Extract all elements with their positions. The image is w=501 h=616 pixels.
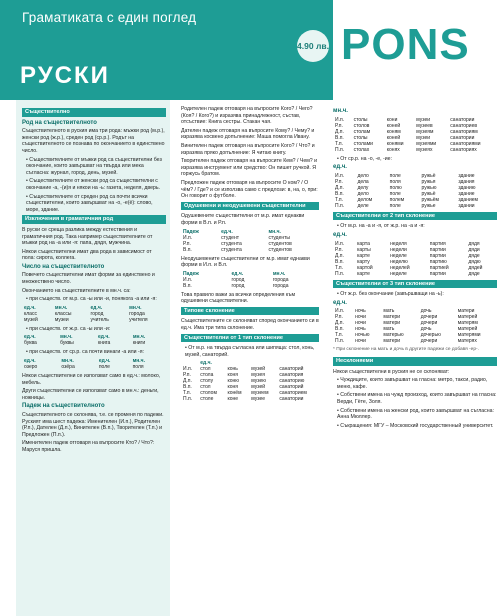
table-cell: ружьё — [421, 190, 436, 197]
bullet-item: • при съществ. от ср.р. са почти винаги -а или -я: — [26, 349, 144, 356]
declension-table — [181, 360, 319, 402]
table-cell: Т.п. — [335, 196, 343, 203]
table-cell: здание — [458, 190, 475, 197]
table-cell: Р.п. — [335, 178, 343, 185]
column-2 — [175, 100, 323, 616]
table-cell: делом — [357, 196, 373, 203]
table-cell: В.п. — [183, 246, 192, 253]
table-header: мн.ч. — [272, 270, 286, 277]
section-bar: Съществителни от 2 тип склонение — [333, 212, 497, 221]
page-title: РУСКИ — [20, 62, 110, 89]
table-cell: музей — [251, 384, 266, 391]
table-cell: неделя — [390, 240, 407, 247]
section-bar: Съществително — [22, 108, 166, 117]
bullet-item: • Съкращения: МГУ – Московский государственный университет. — [337, 422, 494, 429]
section-bar: Типове склонение — [181, 307, 319, 316]
plural-table — [22, 358, 166, 370]
table-cell: партии — [429, 252, 446, 259]
table-cell: музее — [251, 396, 266, 403]
table-cell: конь — [227, 366, 238, 373]
declension-table — [333, 241, 497, 277]
table-cell: В.п. — [335, 258, 344, 265]
table-cell: П.п. — [335, 270, 345, 277]
table-cell: класс — [24, 310, 37, 317]
table-cell: поля — [389, 178, 401, 185]
table-cell: полем — [389, 196, 405, 203]
table-cell: И.п. — [183, 276, 193, 283]
table-cell: ночью — [355, 332, 370, 339]
table-cell: музеев — [416, 122, 433, 129]
table-cell: студенты — [268, 234, 290, 241]
table-row — [181, 247, 319, 253]
table-cell: И.п. — [335, 172, 345, 179]
table-header: мн.ч. — [60, 334, 73, 341]
table-cell: Т.п. — [335, 332, 343, 339]
table-cell: матери — [383, 314, 401, 321]
table-header: ед.ч. — [98, 358, 111, 365]
table-cell: И.п. — [335, 240, 345, 247]
table-cell: дело — [357, 190, 369, 197]
paragraph: Съществителните се склоняват според окончанието си в ед.ч. Има три типа склонение. — [181, 318, 319, 332]
table-cell: коне — [227, 396, 239, 403]
table-cell: коня — [227, 372, 238, 379]
table-row — [22, 340, 166, 346]
bullet-item: • От м.р. на -а и -я, от ж.р. на -а и -я: — [337, 223, 425, 230]
table-cell: П.п. — [335, 202, 345, 209]
paragraph: Някои съществителни се използват само в ед.ч.: молоко, мебель. — [22, 373, 161, 386]
table-cell: стол — [200, 366, 211, 373]
table-cell: ружью — [421, 184, 437, 191]
table-cell: студентов — [268, 246, 292, 253]
table-cell: полю — [389, 184, 402, 191]
table-cell: Д.п. — [335, 128, 344, 135]
table-cell: Д.п. — [183, 378, 192, 385]
table-cell: ночи — [355, 320, 366, 327]
brand-logo: PONS — [341, 20, 470, 69]
table-cell: партии — [429, 270, 446, 277]
paragraph: Това правило важи за всички определения към одушевени съществителни. — [181, 291, 296, 305]
table-cell: поле — [98, 364, 110, 371]
table-cell: деле — [357, 202, 369, 209]
header-title: Граматиката с един поглед — [22, 10, 197, 25]
section-bar: Одушевени и неодушевени съществителни — [181, 202, 319, 211]
footnote: * При склонение на мать и дочь в другите падежи се добавя -ер-. — [333, 347, 479, 353]
plural-table — [22, 305, 166, 323]
table-cell: коням — [386, 128, 401, 135]
table-cell: книга — [98, 340, 111, 347]
subsection-heading: Род на съществителното — [22, 119, 97, 126]
table-cell: матерями — [457, 332, 481, 339]
paragraph: В руски се среща разлика между естествения и граматичния род. Така например съществителните от мъжки род на -а или -я: папа, дядя, мужчина. — [22, 226, 153, 247]
bullet-item: • От ж.р. без окончание (завършващи на -ь): — [337, 291, 444, 298]
paragraph: Някои съществителни в руския не се склоняват: — [333, 368, 450, 375]
table-cell: буква — [24, 340, 37, 347]
table-cell: мать — [383, 308, 395, 315]
table-cell: Р.п. — [335, 314, 343, 321]
table-cell: поля — [132, 364, 144, 371]
section-bar: Съществителни от 3 тип склонение — [333, 280, 497, 289]
bullet-item: • От м.р. на твърда съгласна или шипяща: стол, конь, музей, санаторий. — [185, 345, 315, 358]
table-cell: дядя — [468, 240, 480, 247]
table-cell: П.п. — [183, 396, 193, 403]
table-cell: дяде — [468, 252, 480, 259]
table-cell: матерей — [457, 314, 478, 321]
table-cell: студента — [221, 246, 242, 253]
table-cell: коню — [227, 378, 240, 385]
table-cell: санатории — [279, 396, 304, 403]
table-header: Падеж — [183, 270, 199, 277]
table-cell: карта — [357, 240, 370, 247]
table-cell: дочь — [420, 326, 432, 333]
table-cell: дяде — [468, 270, 480, 277]
table-header: Падеж — [183, 228, 199, 235]
table-cell: дядей — [468, 264, 483, 271]
paragraph: Съществителното в руския има три рода: мъжки род (м.р.), женски род (ж.р.), среден род (ср.р.). Родът на съществителното се познава по окончанието в единствено число. — [22, 128, 165, 154]
table-label: мн.ч. — [333, 108, 348, 114]
paragraph: Неодушевените съществителни от м.р. имат еднакви форми в И.п. и В.п. — [181, 255, 310, 269]
table-cell: озеро — [24, 364, 38, 371]
table-row — [22, 364, 166, 370]
table-header: ед.ч. — [221, 228, 233, 235]
table-header: мн.ч. — [132, 358, 145, 365]
table-cell: музею — [251, 378, 267, 385]
table-cell: ружья — [421, 178, 436, 185]
table-cell: И.п. — [335, 308, 345, 315]
table-cell: В.п. — [183, 282, 192, 289]
table-label: ед.ч. — [333, 299, 347, 306]
table-header: мн.ч. — [129, 304, 142, 311]
table-cell: коней — [386, 134, 401, 141]
table-cell: коня — [227, 384, 238, 391]
table-cell: стол — [200, 384, 211, 391]
table-cell: матерей — [457, 326, 478, 333]
case-table — [181, 229, 319, 253]
table-cell: партия — [429, 240, 446, 247]
table-cell: здания — [458, 178, 475, 185]
paragraph: Родителен падеж отговаря на въпросите Кого? / Чего? (Коя? / Кого?) и изразява принадлежност, състав, отсъствие: Книга сестры. Стакан чая. — [181, 106, 313, 126]
table-cell: музеям — [416, 128, 434, 135]
table-cell: партией — [429, 264, 449, 271]
table-header: ед.ч. — [90, 304, 103, 311]
bullet-item: • при съществ. от ж.р. са -ы или -и: — [26, 325, 111, 332]
paragraph: Съществителното се склонява, т.е. се променя по падежи. Руският има шест падежа: Именителен (И.п.), Родителен (Р.п.), Дателен (Д.п.), Винителен (В.п.), Творителен (Т.п.) и Предложен (П.п.). — [22, 412, 164, 438]
table-cell: столам — [353, 128, 371, 135]
paragraph: Предложен падеж отговаря на въпросите О ком? / О чём? / Где? и се използва само с предлози: в, на, о, при: Он говорит о футболе. — [181, 179, 318, 200]
bullet-item: • Съществителните от мъжки род са съществителни без окончание, които завършват на твърда или мека съгласна: журнал, город, день, музей. — [26, 156, 162, 176]
table-cell: музея — [251, 372, 265, 379]
table-cell: дядю — [468, 258, 481, 265]
table-row — [22, 317, 166, 323]
table-cell: Р.п. — [335, 246, 343, 253]
table-cell: неделю — [390, 258, 408, 265]
table-cell: В.п. — [335, 326, 344, 333]
table-row — [333, 147, 497, 153]
table-cell: студента — [221, 240, 242, 247]
table-cell: картой — [357, 264, 373, 271]
paragraph: Някои съществителни имат два рода в зависимост от пола: сирота, коллега. — [22, 248, 152, 262]
table-cell: делу — [357, 184, 369, 191]
table-cell: дяди — [468, 246, 480, 253]
table-cell: матери — [383, 320, 401, 327]
table-cell: санаториях — [450, 146, 477, 153]
table-cell: неделей — [390, 264, 410, 271]
table-cell: матерях — [457, 338, 477, 345]
table-header: мн.ч. — [61, 358, 74, 365]
table-cell: П.п. — [335, 146, 345, 153]
table-cell: В.п. — [335, 190, 344, 197]
table-cell: книги — [132, 340, 146, 347]
table-cell: стола — [200, 372, 214, 379]
table-cell: санаториями — [450, 140, 481, 147]
paragraph: Творителен падеж отговаря на въпросите Кем? / Чем? и изразява инструмент или средство: Он пишет ручкой. Я горжусь братом. — [181, 158, 318, 178]
table-cell: зданию — [458, 184, 476, 191]
section-bar: Несклоняеми — [333, 357, 497, 366]
table-header: мн.ч. — [54, 304, 68, 311]
table-cell: конями — [386, 140, 404, 147]
table-cell: города — [272, 282, 289, 289]
table-cell: санаторий — [279, 384, 304, 391]
table-cell: город — [231, 282, 245, 289]
table-header: ед.ч. — [98, 334, 110, 341]
table-cell: озёра — [61, 364, 75, 371]
table-row — [181, 396, 319, 402]
table-cell: города — [129, 310, 145, 317]
table-cell: матерью — [383, 332, 404, 339]
table-row — [333, 203, 497, 209]
declension-table — [333, 173, 497, 209]
table-row — [181, 283, 319, 289]
table-cell: Р.п. — [183, 372, 191, 379]
table-cell: учителя — [129, 316, 148, 323]
table-cell: И.п. — [183, 366, 193, 373]
table-cell: музеем — [251, 390, 269, 397]
table-cell: Д.п. — [335, 320, 344, 327]
table-cell: неделе — [390, 270, 407, 277]
table-cell: город — [90, 310, 104, 317]
table-cell: мать — [383, 326, 395, 333]
table-row — [333, 338, 497, 344]
table-cell: ружьё — [421, 172, 436, 179]
table-cell: Т.п. — [335, 140, 343, 147]
table-label: ед.ч. — [333, 231, 347, 238]
bullet-item: • Собствени имена на женски род, които завършват на съгласна: Анна Мюллер. — [337, 407, 494, 421]
table-cell: дочери — [420, 314, 438, 321]
paragraph: Дателен падеж отговаря на въпросите Кому? / Чему? и изразява косвено допълнение: Маша помогла Ивану. — [181, 127, 315, 141]
table-cell: санатории — [450, 134, 475, 141]
paragraph: Одушевените съществителни от м.р. имат еднакви форми в В.п. и Р.п. — [181, 213, 305, 226]
table-cell: партии — [429, 246, 446, 253]
table-cell: здание — [458, 172, 475, 179]
table-cell: буквы — [60, 340, 74, 347]
left-margin — [0, 100, 16, 616]
table-cell: кони — [386, 116, 398, 123]
table-cell: музеях — [416, 146, 433, 153]
table-cell: конём — [227, 390, 242, 397]
bullet-item: • при съществ. от м.р. са -ы или -и, понякога -а или -я: — [26, 296, 157, 303]
table-cell: Д.п. — [335, 252, 344, 259]
table-cell: музеи — [54, 316, 69, 323]
table-row — [333, 271, 497, 277]
table-cell: Р.п. — [335, 122, 343, 129]
table-cell: музей — [24, 316, 38, 323]
table-cell: матери — [383, 338, 401, 345]
bullet-item: • Съществителните от среден род са почти всички съществителни, които завършват на -о, -е(ё): слово, море, здание. — [26, 193, 153, 213]
table-cell: студентов — [268, 240, 292, 247]
table-cell: классы — [54, 310, 72, 317]
declension-table — [333, 117, 497, 153]
table-cell: П.п. — [335, 338, 345, 345]
table-cell: И.п. — [335, 116, 345, 123]
table-cell: матери — [457, 308, 475, 315]
table-cell: город — [231, 276, 245, 283]
table-cell: поле — [389, 190, 401, 197]
table-cell: зданием — [458, 196, 478, 203]
table-cell: санатории — [450, 116, 475, 123]
table-header: ед.ч. — [24, 358, 36, 365]
paragraph: Други съществителни се използват само в мн.ч.: деньги, ножницы. — [22, 388, 159, 401]
table-header: ед.ч. — [24, 304, 36, 311]
table-cell: дочь — [420, 308, 432, 315]
table-cell: музеи — [416, 116, 431, 123]
table-cell: поле — [389, 202, 401, 209]
table-cell: столов — [353, 122, 370, 129]
table-cell: музеи — [416, 134, 431, 141]
table-cell: коней — [386, 122, 401, 129]
bullet-item: • Чуждиците, които завършват на гласна: метро, такси, радио, меню, кафе. — [337, 377, 488, 390]
section-bar: Съществителни от 1 тип склонение — [181, 334, 319, 343]
table-cell: санаторием — [279, 390, 307, 397]
table-cell: ночи — [355, 338, 366, 345]
table-cell: санаторий — [279, 366, 304, 373]
table-cell: ружьём — [421, 196, 439, 203]
column-3 — [327, 100, 501, 616]
paragraph: Именителен падеж отговаря на въпросите Кто? / Что?: Маруся пришла. — [22, 440, 155, 453]
table-cell: недели — [390, 246, 407, 253]
table-cell: поле — [389, 172, 401, 179]
price-badge: 4.90 лв. — [297, 30, 329, 62]
table-cell: столы — [353, 116, 368, 123]
table-cell: Т.п. — [183, 390, 191, 397]
table-header: ед.ч. — [231, 270, 244, 277]
table-cell: дочерью — [420, 332, 441, 339]
paragraph: Окончанието на съществителните в мн.ч. са: — [22, 287, 131, 294]
table-cell: дочери — [420, 338, 438, 345]
table-cell: Р.п. — [183, 240, 191, 247]
table-cell: В.п. — [183, 384, 192, 391]
table-cell: В.п. — [335, 134, 344, 141]
table-cell: Т.п. — [335, 264, 343, 271]
table-cell: неделе — [390, 252, 407, 259]
table-cell: столами — [353, 140, 373, 147]
table-cell: дело — [357, 172, 369, 179]
table-cell: санаториев — [450, 122, 478, 129]
table-cell: ночи — [355, 314, 366, 321]
table-cell: карте — [357, 252, 370, 259]
table-cell: Д.п. — [335, 184, 344, 191]
table-cell: дела — [357, 178, 369, 185]
table-label: ед.ч. — [333, 164, 347, 171]
table-cell: конях — [386, 146, 400, 153]
table-cell: музей — [251, 366, 266, 373]
case-table — [181, 271, 319, 289]
table-cell: здании — [458, 202, 475, 209]
table-cell: карту — [357, 258, 370, 265]
table-header: мн.ч. — [268, 228, 281, 235]
table-cell: учитель — [90, 316, 109, 323]
declension-table — [333, 308, 497, 344]
bullet-item: • Собствени имена на чужд произход, които завършват на гласна: Верди, Гёте, Золя. — [337, 392, 497, 405]
table-cell: столы — [353, 134, 368, 141]
table-cell: ружье — [421, 202, 436, 209]
table-cell: дочери — [420, 320, 438, 327]
table-cell: столу — [200, 378, 214, 385]
table-cell: студент — [221, 234, 240, 241]
section-bar: Изключения в граматичния род — [22, 215, 166, 224]
plural-table — [22, 334, 166, 346]
bullet-item: • Съществителните от женски род са съществителни с окончание -а, -(и)я и някои на -ь: газета, неделя, дверь. — [26, 178, 160, 191]
table-cell: матерям — [457, 320, 478, 327]
table-cell: И.п. — [183, 234, 193, 241]
table-cell: музеями — [416, 140, 437, 147]
table-header: ед.ч. — [24, 334, 36, 341]
table-cell: города — [272, 276, 289, 283]
column-1 — [16, 100, 170, 616]
bullet-item: • От ср.р. на -о, -е, -ие: — [337, 155, 392, 162]
table-cell: санатория — [279, 372, 304, 379]
table-cell: ночь — [355, 326, 366, 333]
table-cell: столе — [200, 396, 214, 403]
table-cell: санаторию — [279, 378, 305, 385]
table-header: ед.ч. — [200, 360, 212, 367]
table-header: мн.ч. — [132, 334, 146, 341]
table-cell: столах — [353, 146, 370, 153]
table-cell: санаториям — [450, 128, 478, 135]
table-cell: столом — [200, 390, 217, 397]
paragraph: Винителен падеж отговаря на въпросите Кого? / Что? и изразява пряко допълнение: Я читаю книгу. — [181, 142, 315, 156]
table-cell: карте — [357, 270, 370, 277]
subsection-heading: Падеж на съществителното — [22, 403, 105, 410]
table-cell: карты — [357, 246, 371, 253]
table-cell: ночь — [355, 308, 366, 315]
table-cell: партию — [429, 258, 447, 265]
paragraph: Повечето съществителни имат форми за единствено и множествено число. — [22, 272, 155, 286]
subsection-heading: Число на съществителното — [22, 263, 105, 270]
